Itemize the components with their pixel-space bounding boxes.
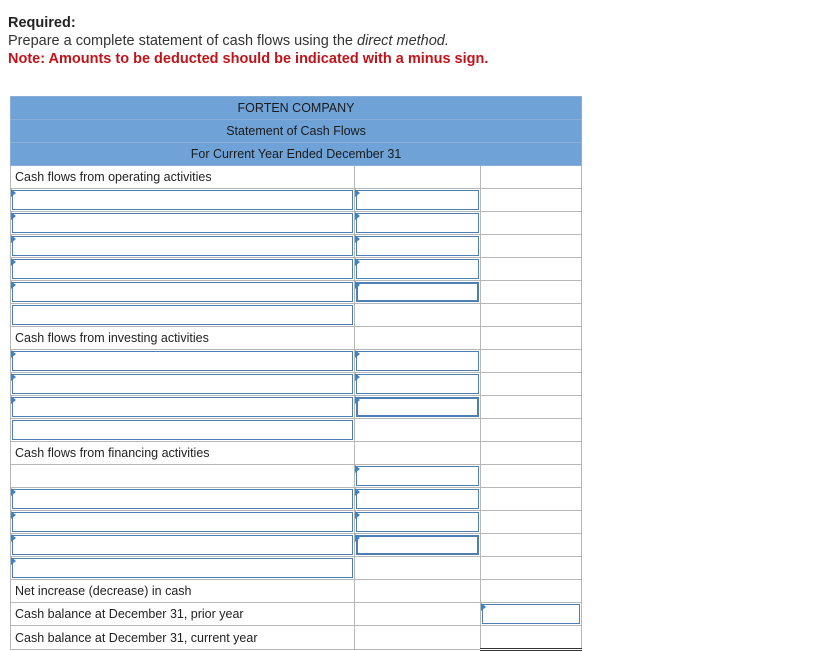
operating-line-5-amount-input[interactable] xyxy=(356,282,479,302)
operating-line-5-label-input[interactable] xyxy=(12,282,353,302)
dropdown-arrow-icon xyxy=(11,488,16,496)
dropdown-arrow-icon xyxy=(355,534,360,542)
dropdown-arrow-icon xyxy=(11,511,16,519)
dropdown-arrow-icon xyxy=(355,189,360,197)
investing-section-label: Cash flows from investing activities xyxy=(11,327,355,350)
dropdown-arrow-icon xyxy=(11,396,16,404)
cash-flow-statement-table xyxy=(10,96,582,651)
dropdown-arrow-icon xyxy=(355,281,360,289)
dropdown-arrow-icon xyxy=(355,488,360,496)
dropdown-arrow-icon xyxy=(11,189,16,197)
investing-line-2-amount-input[interactable] xyxy=(356,374,479,394)
dropdown-arrow-icon xyxy=(355,212,360,220)
minus-sign-note: Note: Amounts to be deducted should be indicated with a minus sign. xyxy=(8,51,489,67)
required-heading: Required: xyxy=(8,15,76,31)
financing-line-4-label-input[interactable] xyxy=(12,535,353,555)
operating-line-1-amount-input[interactable] xyxy=(356,190,479,210)
financing-line-4-amount-input[interactable] xyxy=(356,535,479,555)
statement-title: Statement of Cash Flows xyxy=(11,120,582,143)
dropdown-arrow-icon xyxy=(11,557,16,565)
statement-period: For Current Year Ended December 31 xyxy=(11,143,582,166)
dropdown-arrow-icon xyxy=(11,281,16,289)
required-prompt xyxy=(8,32,488,50)
investing-line-3-label-input[interactable] xyxy=(12,397,353,417)
operating-section-label: Cash flows from operating activities xyxy=(11,166,355,189)
operating-line-3-label-input[interactable] xyxy=(12,236,353,256)
current-balance-label: Cash balance at December 31, current year xyxy=(11,626,355,650)
operating-line-1-label-input[interactable] xyxy=(12,190,353,210)
dropdown-arrow-icon xyxy=(11,534,16,542)
net-change-label: Net increase (decrease) in cash xyxy=(11,580,355,603)
dropdown-arrow-icon xyxy=(11,235,16,243)
investing-line-2-label-input[interactable] xyxy=(12,374,353,394)
dropdown-arrow-icon xyxy=(355,258,360,266)
financing-line-3-amount-input[interactable] xyxy=(356,512,479,532)
operating-line-2-label-input[interactable] xyxy=(12,213,353,233)
financing-total-label-input[interactable] xyxy=(12,558,353,578)
dropdown-arrow-icon xyxy=(11,350,16,358)
dropdown-arrow-icon xyxy=(355,235,360,243)
company-name: FORTEN COMPANY xyxy=(11,97,582,120)
dropdown-arrow-icon xyxy=(11,373,16,381)
operating-line-2-amount-input[interactable] xyxy=(356,213,479,233)
investing-line-3-amount-input[interactable] xyxy=(356,397,479,417)
prior-balance-amount-input[interactable] xyxy=(482,604,580,624)
investing-total-label-input[interactable] xyxy=(12,420,353,440)
financing-section-label: Cash flows from financing activities xyxy=(11,442,355,465)
current-balance-amount-cell xyxy=(481,626,582,650)
financing-line-2-amount-input[interactable] xyxy=(356,489,479,509)
dropdown-arrow-icon xyxy=(481,603,486,611)
prompt-method: direct method. xyxy=(357,33,449,49)
investing-line-1-amount-input[interactable] xyxy=(356,351,479,371)
dropdown-arrow-icon xyxy=(355,511,360,519)
dropdown-arrow-icon xyxy=(355,350,360,358)
operating-line-4-amount-input[interactable] xyxy=(356,259,479,279)
financing-line-2-label-input[interactable] xyxy=(12,489,353,509)
instructions xyxy=(8,14,488,68)
dropdown-arrow-icon xyxy=(11,258,16,266)
prompt-text: Prepare a complete statement of cash flows using the xyxy=(8,33,357,49)
financing-line-3-label-input[interactable] xyxy=(12,512,353,532)
operating-total-label-input[interactable] xyxy=(12,305,353,325)
dropdown-arrow-icon xyxy=(355,373,360,381)
operating-line-4-label-input[interactable] xyxy=(12,259,353,279)
dropdown-arrow-icon xyxy=(11,212,16,220)
prior-balance-label: Cash balance at December 31, prior year xyxy=(11,603,355,626)
investing-line-1-label-input[interactable] xyxy=(12,351,353,371)
financing-line-1-amount-input[interactable] xyxy=(356,466,479,486)
dropdown-arrow-icon xyxy=(355,396,360,404)
operating-line-3-amount-input[interactable] xyxy=(356,236,479,256)
dropdown-arrow-icon xyxy=(355,465,360,473)
